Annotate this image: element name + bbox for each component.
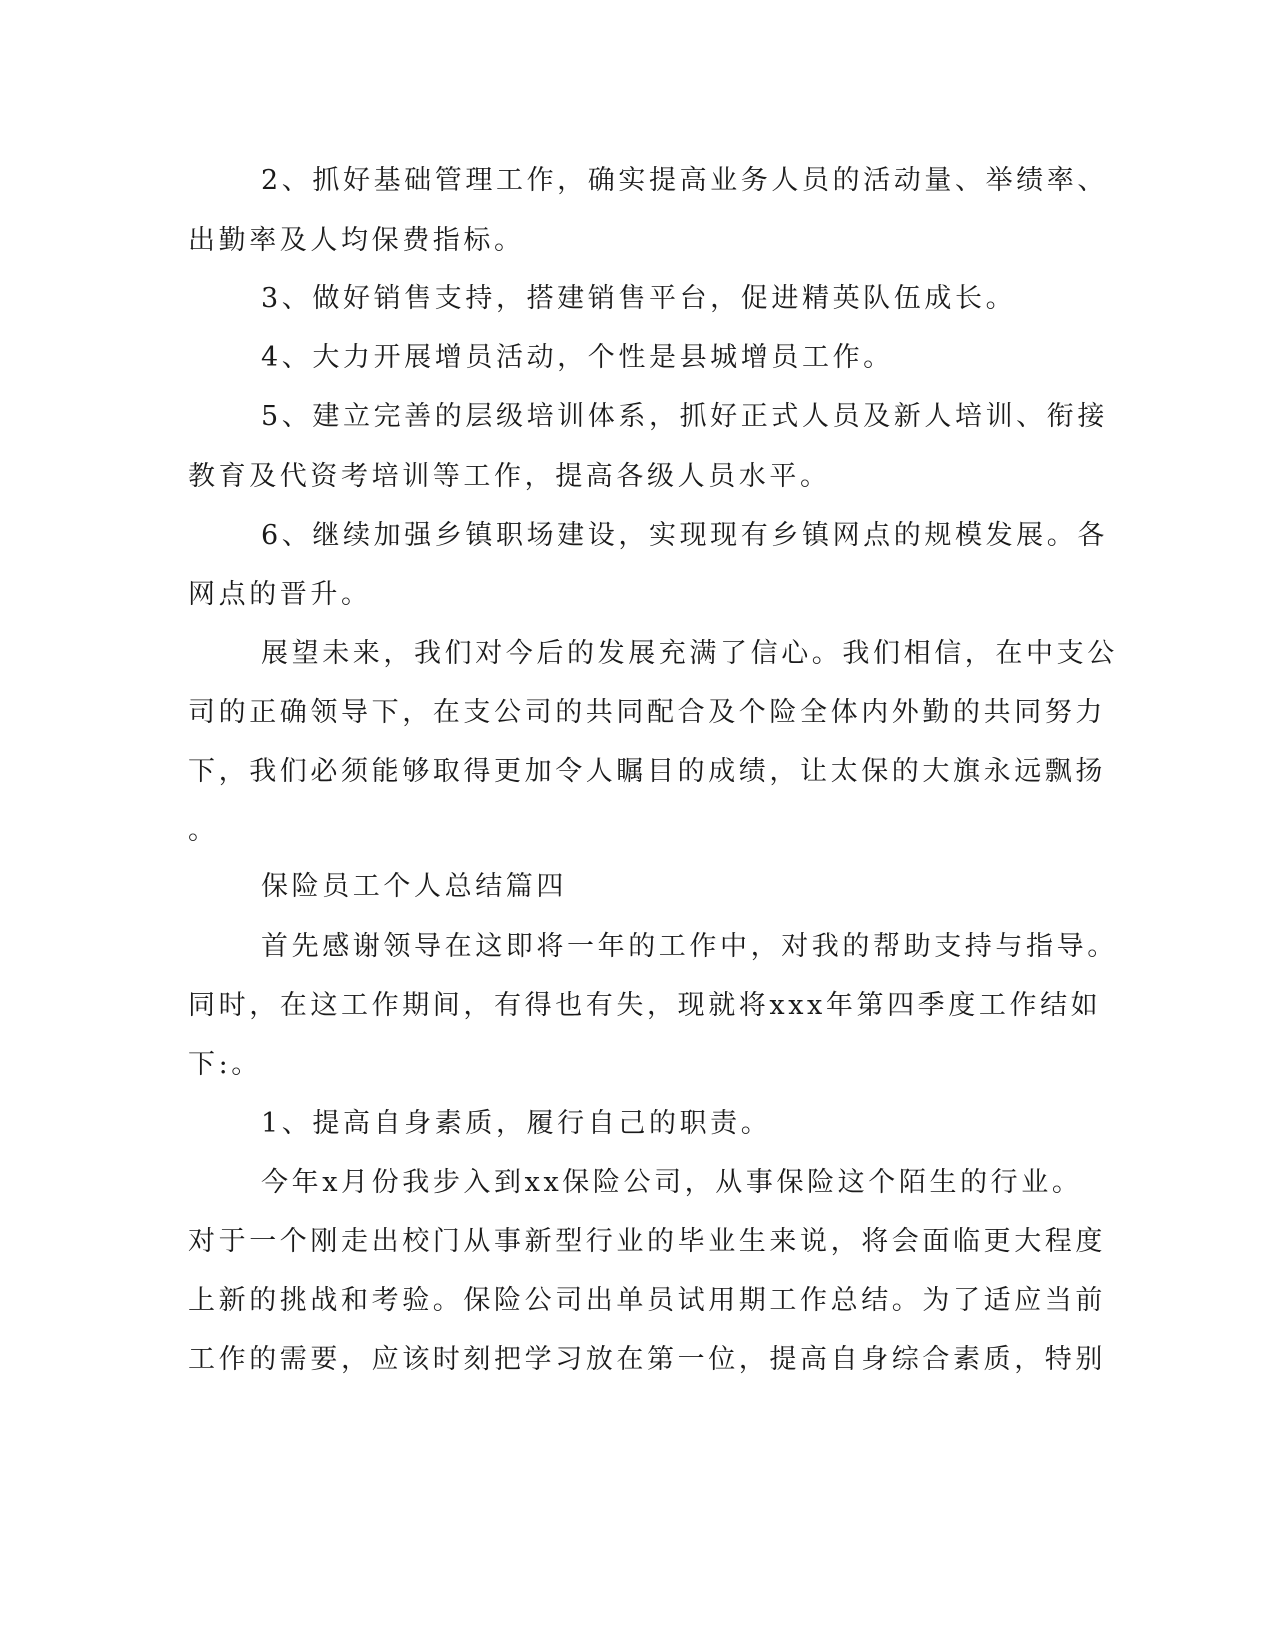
text-line: 今年x月份我步入到xx保险公司，从事保险这个陌生的行业。: [261, 1167, 1083, 1198]
text-line: 5、建立完善的层级培训体系，抓好正式人员及新人培训、衔接: [261, 401, 1108, 432]
text-line: 展望未来，我们对今后的发展充满了信心。我们相信，在中支公: [261, 638, 1118, 669]
text-line: 司的正确领导下，在支公司的共同配合及个险全体内外勤的共同努力: [188, 697, 1106, 728]
text-line: 2、抓好基础管理工作，确实提高业务人员的活动量、举绩率、: [261, 165, 1108, 196]
text-line: 首先感谢领导在这即将一年的工作中，对我的帮助支持与指导。: [261, 931, 1118, 962]
text-line: 1、提高自身素质，履行自己的职责。: [261, 1108, 772, 1139]
text-line: 下:。: [188, 1049, 262, 1080]
text-line: 出勤率及人均保费指标。: [188, 225, 525, 256]
text-line: 教育及代资考培训等工作，提高各级人员水平。: [188, 461, 831, 492]
text-line: 对于一个刚走出校门从事新型行业的毕业生来说，将会面临更大程度: [188, 1226, 1106, 1257]
text-line: 下，我们必须能够取得更加令人瞩目的成绩，让太保的大旗永远飘扬: [188, 756, 1106, 787]
text-line: 工作的需要，应该时刻把学习放在第一位，提高自身综合素质，特别: [188, 1344, 1106, 1375]
text-line: 。: [188, 815, 219, 846]
text-line: 4、大力开展增员活动，个性是县城增员工作。: [261, 342, 894, 373]
text-line: 网点的晋升。: [188, 579, 372, 610]
text-line: 同时，在这工作期间，有得也有失，现就将xxx年第四季度工作结如: [188, 990, 1102, 1021]
text-line: 6、继续加强乡镇职场建设，实现现有乡镇网点的规模发展。各: [261, 520, 1108, 551]
text-line: 上新的挑战和考验。保险公司出单员试用期工作总结。为了适应当前: [188, 1285, 1106, 1316]
section-heading: 保险员工个人总结篇四: [261, 871, 567, 902]
text-line: 3、做好销售支持，搭建销售平台，促进精英队伍成长。: [261, 283, 1017, 314]
